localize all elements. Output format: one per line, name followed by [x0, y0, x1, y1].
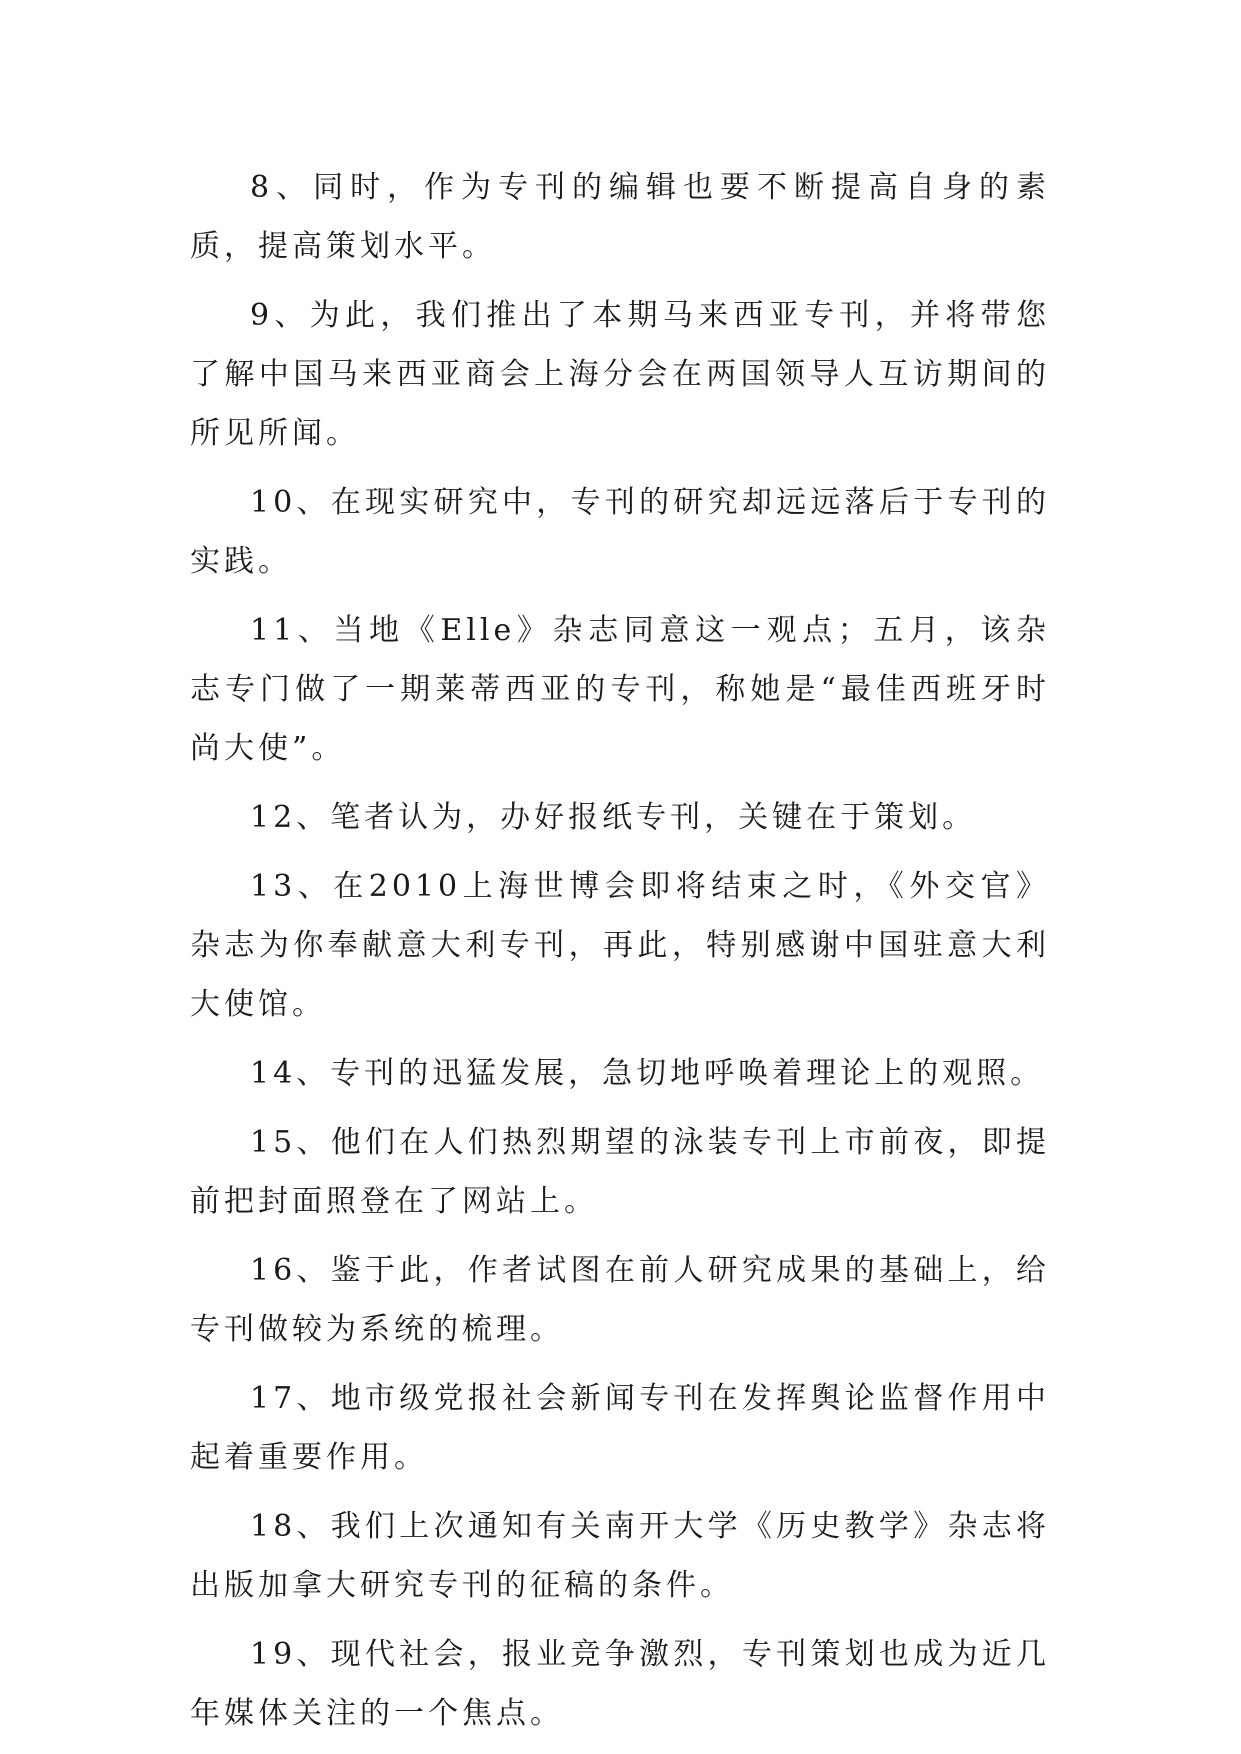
paragraph-13: 13、在2010上海世博会即将结束之时，《外交官》杂志为你奉献意大利专刊，再此，特别感谢中国驻意大利大使馆。	[190, 869, 1050, 1022]
paragraph-16: 16、鉴于此，作者试图在前人研究成果的基础上，给专刊做较为系统的梳理。	[190, 1253, 1050, 1347]
paragraph-17: 17、地市级党报社会新闻专刊在发挥舆论监督作用中起着重要作用。	[190, 1381, 1050, 1475]
paragraph-18: 18、我们上次通知有关南开大学《历史教学》杂志将出版加拿大研究专刊的征稿的条件。	[190, 1509, 1050, 1603]
paragraph-11: 11、当地《Elle》杂志同意这一观点；五月，该杂志专门做了一期莱蒂西亚的专刊，称她是“最佳西班牙时尚大使”。	[190, 613, 1050, 766]
paragraph-8: 8、同时，作为专刊的编辑也要不断提高自身的素质，提高策划水平。	[190, 170, 1050, 264]
paragraph-15: 15、他们在人们热烈期望的泳装专刊上市前夜，即提前把封面照登在了网站上。	[190, 1125, 1050, 1219]
paragraph-9: 9、为此，我们推出了本期马来西亚专刊，并将带您了解中国马来西亚商会上海分会在两国领导人互访期间的所见所闻。	[190, 298, 1050, 451]
paragraph-14: 14、专刊的迅猛发展，急切地呼唤着理论上的观照。	[250, 1056, 1045, 1091]
paragraph-12: 12、笔者认为，办好报纸专刊，关键在于策划。	[250, 800, 977, 835]
paragraph-10: 10、在现实研究中，专刊的研究却远远落后于专刊的实践。	[190, 485, 1050, 579]
paragraph-19: 19、现代社会，报业竞争激烈，专刊策划也成为近几年媒体关注的一个焦点。	[190, 1637, 1050, 1731]
document-page	[190, 158, 1050, 1753]
